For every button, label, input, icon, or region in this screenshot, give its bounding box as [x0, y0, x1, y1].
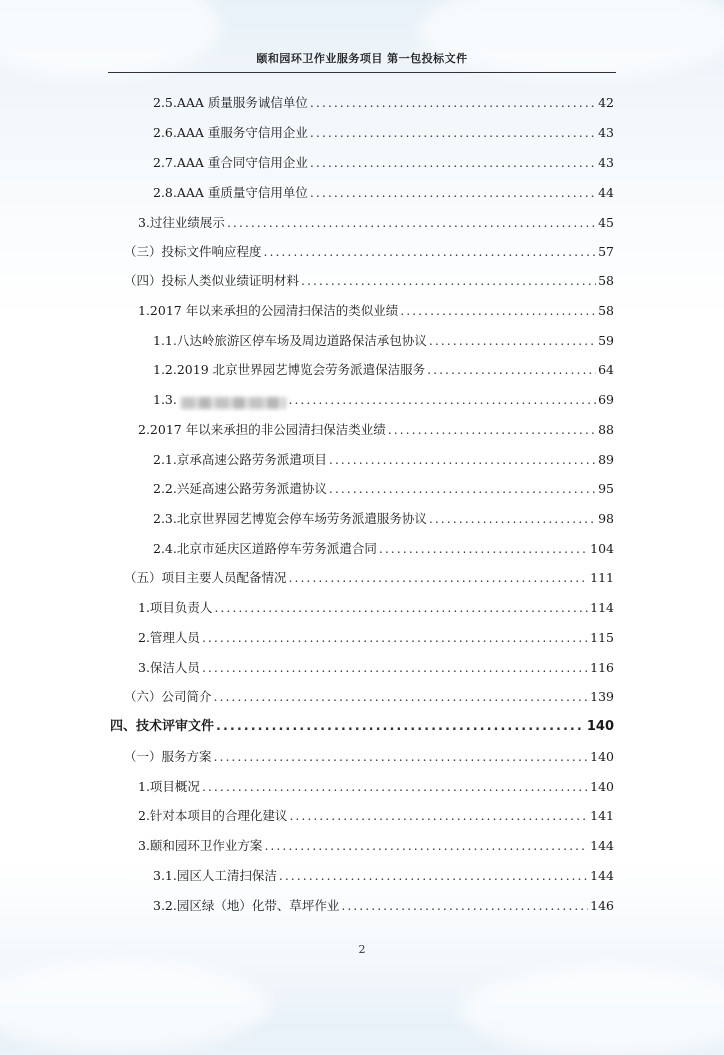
toc-section-entry[interactable]	[110, 718, 614, 736]
toc-leader-dots	[279, 867, 588, 885]
toc-entry-page: 116	[590, 660, 614, 675]
toc-entry-page: 140	[590, 749, 614, 764]
toc-leader-dots	[310, 94, 596, 112]
toc-leader-dots	[264, 243, 597, 261]
toc-entry-page: 58	[598, 303, 614, 318]
toc-entry[interactable]	[153, 124, 614, 142]
redacted-text	[181, 397, 287, 409]
background-cloud	[0, 960, 270, 1050]
toc-entry[interactable]	[124, 272, 614, 290]
toc-entry[interactable]	[138, 214, 614, 232]
toc-leader-dots	[202, 629, 588, 647]
toc-entry-page: 144	[590, 838, 614, 853]
toc-entry-label: 1.2.2019 北京世界园艺博览会劳务派遣保洁服务	[153, 362, 426, 377]
toc-entry-label: 2.管理人员	[138, 630, 200, 645]
toc-entry-page: 111	[590, 570, 614, 585]
toc-entry-label: （三）投标文件响应程度	[124, 244, 262, 259]
header-divider	[108, 72, 616, 73]
toc-entry-label: 3.颐和园环卫作业方案	[138, 838, 263, 853]
toc-leader-dots	[388, 421, 596, 439]
toc-entry-label: 2.2017 年以来承担的非公园清扫保洁类业绩	[138, 422, 386, 437]
toc-entry[interactable]	[138, 629, 614, 647]
toc-entry-page: 88	[598, 422, 614, 437]
toc-leader-dots	[427, 361, 596, 379]
toc-entry-page: 69	[598, 392, 614, 407]
toc-entry-label: 2.2.兴延高速公路劳务派遣协议	[153, 481, 327, 496]
toc-entry[interactable]	[153, 480, 614, 498]
toc-entry[interactable]	[153, 451, 614, 469]
toc-entry[interactable]	[153, 184, 614, 202]
toc-entry[interactable]	[153, 897, 614, 915]
toc-leader-dots	[227, 214, 596, 232]
toc-entry[interactable]	[153, 154, 614, 172]
toc-entry-label: 3.2.园区绿（地）化带、草坪作业	[153, 898, 340, 913]
toc-entry-label: 2.6.AAA 重服务守信用企业	[153, 125, 308, 140]
toc-leader-dots	[264, 837, 588, 855]
toc-leader-dots	[214, 688, 589, 706]
toc-leader-dots	[310, 154, 596, 172]
toc-leader-dots	[400, 302, 596, 320]
toc-leader-dots	[429, 510, 596, 528]
page-number: 2	[358, 943, 366, 956]
toc-entry-label: （一）服务方案	[124, 749, 212, 764]
toc-entry-label: （四）投标人类似业绩证明材料	[124, 273, 300, 288]
toc-leader-dots	[301, 272, 596, 290]
toc-entry-label: 1.1.八达岭旅游区停车场及周边道路保洁承包协议	[153, 333, 427, 348]
toc-entry-label: 2.1.京承高速公路劳务派遣项目	[153, 452, 327, 467]
toc-entry-page: 98	[598, 511, 614, 526]
toc-entry-label: （五）项目主要人员配备情况	[124, 570, 287, 585]
toc-entry-label: 2.针对本项目的合理化建议	[138, 808, 288, 823]
toc-entry-page: 140	[586, 719, 614, 734]
toc-entry[interactable]	[138, 837, 614, 855]
toc-entry[interactable]	[138, 599, 614, 617]
toc-entry-page: 59	[598, 333, 614, 348]
toc-leader-dots	[202, 778, 588, 796]
toc-entry-page: 95	[598, 481, 614, 496]
toc-entry-page: 115	[590, 630, 614, 645]
toc-entry-label: 1.3.	[153, 392, 177, 407]
toc-entry-page: 58	[598, 273, 614, 288]
toc-entry-label: 2.5.AAA 质量服务诚信单位	[153, 95, 308, 110]
toc-entry-label: 3.保洁人员	[138, 660, 200, 675]
toc-entry-label: 1.项目概况	[138, 779, 200, 794]
toc-leader-dots	[329, 480, 596, 498]
background-cloud	[420, 0, 724, 80]
toc-leader-dots	[289, 569, 589, 587]
toc-leader-dots	[310, 124, 596, 142]
toc-leader-dots	[216, 718, 585, 736]
toc-entry[interactable]	[124, 243, 614, 261]
toc-entry[interactable]	[153, 94, 614, 112]
toc-entry-label: （六）公司简介	[124, 689, 212, 704]
toc-entry[interactable]	[138, 421, 614, 439]
toc-entry-page: 89	[598, 452, 614, 467]
toc-leader-dots	[289, 807, 588, 825]
toc-leader-dots	[214, 599, 588, 617]
toc-entry[interactable]	[124, 569, 614, 587]
toc-entry-page: 139	[590, 689, 614, 704]
toc-entry-label: 2.3.北京世界园艺博览会停车场劳务派遣服务协议	[153, 511, 427, 526]
toc-leader-dots	[202, 659, 588, 677]
toc-entry[interactable]	[124, 748, 614, 766]
toc-entry-page: 44	[598, 185, 614, 200]
toc-entry[interactable]	[153, 361, 614, 379]
toc-entry[interactable]	[138, 302, 614, 320]
page-header-title: 颐和园环卫作业服务项目 第一包投标文件	[256, 52, 468, 65]
toc-entry[interactable]	[138, 807, 614, 825]
toc-leader-dots	[214, 748, 589, 766]
toc-entry[interactable]	[153, 867, 614, 885]
toc-entry-page: 43	[598, 155, 614, 170]
toc-entry[interactable]	[153, 510, 614, 528]
toc-entry-page: 141	[590, 808, 614, 823]
toc-leader-dots	[310, 184, 596, 202]
toc-entry-page: 45	[598, 215, 614, 230]
toc-entry[interactable]	[124, 688, 614, 706]
toc-entry[interactable]	[153, 332, 614, 350]
toc-entry[interactable]	[138, 778, 614, 796]
background-cloud	[460, 965, 724, 1055]
toc-entry-label: 1.项目负责人	[138, 600, 213, 615]
toc-leader-dots	[341, 897, 588, 915]
toc-leader-dots	[329, 451, 596, 469]
toc-entry-page: 104	[590, 541, 614, 556]
toc-entry-page: 57	[598, 244, 614, 259]
toc-entry-label: 2.8.AAA 重质量守信用单位	[153, 185, 308, 200]
toc-entry-page: 64	[598, 362, 614, 377]
toc-entry-label: 3.1.园区人工清扫保洁	[153, 868, 277, 883]
toc-entry-page: 146	[590, 898, 614, 913]
toc-entry-page: 144	[590, 868, 614, 883]
toc-entry-page: 140	[590, 779, 614, 794]
toc-entry-label: 3.过往业绩展示	[138, 215, 225, 230]
toc-entry-page: 114	[590, 600, 614, 615]
toc-entry-label: 1.2017 年以来承担的公园清扫保洁的类似业绩	[138, 303, 399, 318]
background-cloud	[0, 0, 220, 80]
toc-entry-label: 2.4.北京市延庆区道路停车劳务派遣合同	[153, 541, 377, 556]
toc-entry-label: 2.7.AAA 重合同守信用企业	[153, 155, 308, 170]
toc-entry[interactable]	[138, 659, 614, 677]
toc-leader-dots	[379, 540, 588, 558]
toc-entry-label: 四、技术评审文件	[110, 719, 215, 734]
toc-entry[interactable]	[153, 391, 614, 409]
toc-entry-page: 43	[598, 125, 614, 140]
toc-leader-dots	[288, 391, 596, 409]
toc-leader-dots	[429, 332, 596, 350]
toc-entry[interactable]	[153, 540, 614, 558]
toc-entry-page: 42	[598, 95, 614, 110]
